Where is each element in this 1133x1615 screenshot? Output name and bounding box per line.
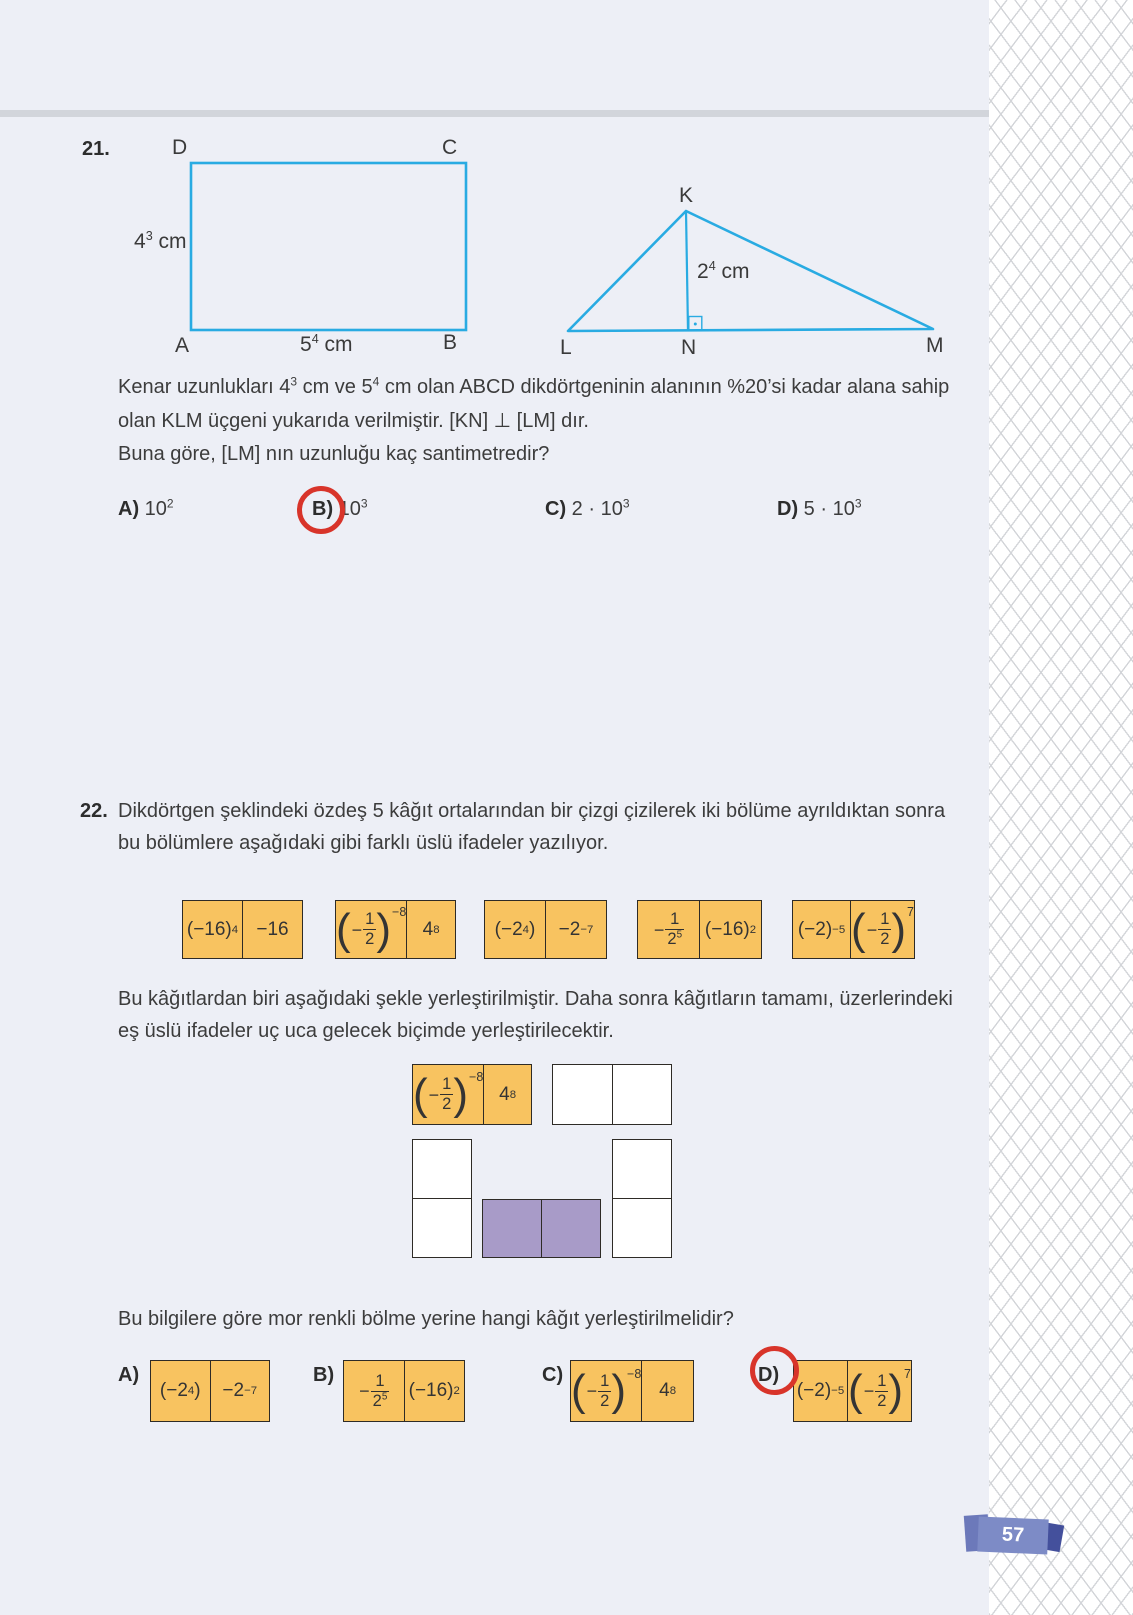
card-cell: ( − $\frac{1}{2}$ ) 7 bbox=[847, 1361, 911, 1421]
exponent-card-5 bbox=[792, 900, 915, 959]
right-angle-dot bbox=[694, 323, 697, 326]
vertex-label-c: C bbox=[442, 136, 458, 159]
page-number: 57 bbox=[1001, 1523, 1025, 1547]
triangle-klm bbox=[568, 211, 933, 331]
q22-mid-line-1: Bu kâğıtlardan biri aşağıdaki şekle yerleştirilmiştir. Daha sonra kâğıtların tamamı, üzerlerindeki bbox=[118, 988, 953, 1010]
q22-option-a-label: A) bbox=[118, 1364, 140, 1386]
q21-option-c bbox=[545, 498, 630, 521]
rect-side-left-label: $4^3$ cm bbox=[134, 229, 187, 253]
card-cell: (−2 4 ) bbox=[159, 1380, 201, 1401]
card-cell: 4 8 bbox=[406, 901, 455, 958]
card-cell: −16 bbox=[242, 901, 302, 958]
card-cell: −2 −7 bbox=[210, 1361, 270, 1421]
q21-option-d bbox=[777, 498, 862, 521]
exponent-card-2 bbox=[335, 900, 456, 959]
vertex-label-b: B bbox=[443, 331, 458, 354]
q22-text-line-2: bu bölümlere aşağıdaki gibi farklı üslü ifadeler yazılıyor. bbox=[118, 832, 609, 854]
card-cell: ( − $\frac{1}{2}$ ) −8 bbox=[413, 1069, 484, 1119]
page-number-ribbon bbox=[960, 1508, 1075, 1563]
vertex-label-d: D bbox=[172, 136, 188, 159]
correct-answer-circle-q21 bbox=[297, 486, 345, 534]
option-label: C) bbox=[545, 498, 567, 520]
ribbon-band bbox=[977, 1516, 1048, 1554]
q22-option-d-card bbox=[793, 1360, 912, 1422]
vertex-label-l: L bbox=[560, 336, 572, 359]
card-cell: (−16) 2 bbox=[699, 901, 761, 958]
figure-empty-card-top-right bbox=[552, 1064, 672, 1125]
card-cell: (−2) −5 bbox=[797, 918, 846, 940]
figure-purple-card bbox=[482, 1199, 601, 1258]
card-cell: ( − $\frac{1}{2}$ ) −8 bbox=[336, 904, 407, 954]
rect-side-bottom-label: $5^4$ cm bbox=[300, 332, 353, 356]
vertex-label-k: K bbox=[679, 184, 694, 207]
q22-option-d-label: D) bbox=[758, 1364, 780, 1386]
altitude-kn bbox=[686, 211, 688, 331]
q21-text-line-1: Kenar uzunlukları $4^3$ cm ve $5^4$ cm olan ABCD dikdörtgeninin alanının %20’si kadar alana sahip bbox=[118, 374, 950, 398]
option-value: $10^3$ bbox=[338, 496, 368, 520]
q22-option-b-card bbox=[343, 1360, 465, 1422]
figure-empty-card-right bbox=[612, 1139, 672, 1258]
option-label: D) bbox=[777, 498, 799, 520]
option-value: $10^2$ bbox=[144, 496, 174, 520]
q21-option-a bbox=[118, 498, 174, 521]
q22-option-c-card bbox=[570, 1360, 694, 1422]
correct-answer-circle-q22 bbox=[750, 1346, 799, 1395]
question-21-number: 21. bbox=[82, 138, 110, 160]
q22-option-b-label: B) bbox=[313, 1364, 335, 1386]
card-cell: 4 8 bbox=[483, 1065, 531, 1124]
q21-question: Buna göre, [LM] nın uzunluğu kaç santimetredir? bbox=[118, 443, 550, 465]
card-cell: − $\frac{1}{2^5}$ bbox=[653, 910, 683, 948]
card-cell: (−2 4 ) bbox=[494, 918, 536, 940]
q21-text-line-2: olan KLM üçgeni yukarıda verilmiştir. [KN] ⊥ [LM] dır. bbox=[118, 410, 589, 432]
card-cell: 4 8 bbox=[641, 1361, 693, 1421]
figure-placed-card bbox=[412, 1064, 532, 1125]
q22-mid-line-2: eş üslü ifadeler uç uca gelecek biçimde yerleştirilecektir. bbox=[118, 1020, 614, 1042]
card-cell: (−2) −5 bbox=[796, 1380, 845, 1401]
question-22-number: 22. bbox=[80, 800, 108, 822]
option-label: A) bbox=[118, 498, 140, 520]
exponent-card-1 bbox=[182, 900, 303, 959]
card-cell: (−16) 4 bbox=[186, 918, 239, 940]
crosshatch-margin bbox=[989, 0, 1133, 1615]
top-divider-line bbox=[0, 110, 989, 117]
q22-option-c-label: C) bbox=[542, 1364, 564, 1386]
rectangle-abcd bbox=[191, 163, 466, 330]
card-cell: ( − $\frac{1}{2}$ ) 7 bbox=[850, 901, 914, 958]
vertex-label-m: M bbox=[926, 334, 944, 357]
q22-option-a-card bbox=[150, 1360, 270, 1422]
q22-question: Bu bilgilere göre mor renkli bölme yerine hangi kâğıt yerleştirilmelidir? bbox=[118, 1308, 734, 1330]
vertex-label-n: N bbox=[681, 336, 697, 359]
card-cell: ( − $\frac{1}{2}$ ) −8 bbox=[571, 1366, 642, 1416]
option-value: $2 \cdot 10^3$ bbox=[571, 496, 630, 520]
triangle-height-label: $2^4$ cm bbox=[697, 259, 750, 283]
card-cell: −2 −7 bbox=[545, 901, 606, 958]
vertex-label-a: A bbox=[175, 334, 190, 357]
option-label: B) bbox=[312, 498, 334, 520]
figure-empty-card-left bbox=[412, 1139, 472, 1258]
exponent-card-4 bbox=[637, 900, 762, 959]
q22-text-line-1: Dikdörtgen şeklindeki özdeş 5 kâğıt ortalarından bir çizgi çizilerek iki bölüme ayrıldıktan sonra bbox=[118, 800, 946, 822]
option-value: $5 \cdot 10^3$ bbox=[803, 496, 862, 520]
card-cell: (−16) 2 bbox=[404, 1361, 465, 1421]
exponent-card-3 bbox=[484, 900, 607, 959]
card-cell: − $\frac{1}{2^5}$ bbox=[359, 1371, 388, 1410]
